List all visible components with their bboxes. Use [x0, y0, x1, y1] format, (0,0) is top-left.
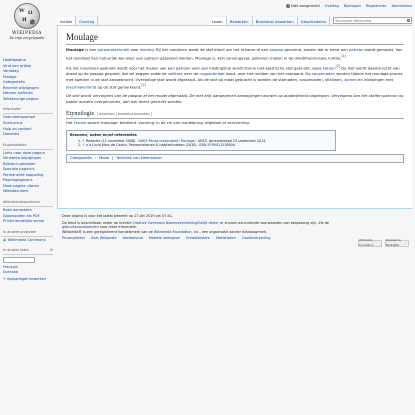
footer-mobile-link[interactable]: Mobiele weergave	[148, 236, 180, 241]
footer	[62, 214, 409, 247]
tab-read[interactable]: Lezen	[209, 16, 227, 25]
terms-link[interactable]: gebruiksvoorwaarden	[62, 225, 99, 230]
sidebar-item-page-info[interactable]: Paginagegevens	[3, 178, 33, 183]
sidebar	[3, 58, 53, 281]
page-tabs	[57, 16, 412, 25]
sidebar-item-main-page[interactable]: Hoofdpagina	[3, 58, 26, 62]
references-list	[70, 139, 332, 148]
languages-header: In andere talen ⚙	[3, 248, 53, 255]
footer-developers-link[interactable]: Ontwikkelaars	[185, 236, 210, 241]
ref-backlink[interactable]: ↑	[82, 138, 85, 143]
categories-label[interactable]: Categorieën	[70, 155, 92, 160]
footer-places	[62, 236, 409, 241]
tab-edit-source[interactable]: Brontekst bewerken	[253, 16, 298, 25]
search-icon[interactable]	[407, 19, 410, 22]
gear-icon[interactable]: ⚙	[49, 248, 53, 253]
ref-backlink[interactable]: ↑ a b	[82, 143, 92, 148]
sidebar-item-recent-changes[interactable]: Recente wijzigingen	[3, 85, 39, 90]
create-account-link[interactable]: Registreren	[365, 4, 387, 8]
sidebar-item-donations[interactable]: Donaties	[3, 132, 19, 137]
wikimedia-badge[interactable]: Wikimedia Foundation	[358, 240, 382, 247]
link-kleding[interactable]: kleding	[139, 48, 154, 52]
sidebar-item-wikidata-item[interactable]: Wikidata-item	[3, 189, 29, 194]
section-heading-etymology: Etymologie [ bewerken | brontekst bewerken ]	[66, 110, 404, 119]
sidebar-item-showcase[interactable]: Etalage	[3, 74, 17, 79]
footer-about-link[interactable]: Over Wikipedia	[90, 236, 117, 241]
wikipedia-logo[interactable]	[3, 3, 51, 51]
sidebar-item-user-portal[interactable]: Gebruikersportaal	[3, 115, 36, 120]
references-heading: Bronnen, noten en/of referenties	[70, 133, 137, 138]
article-content	[57, 25, 412, 209]
page-title: Moulage	[66, 32, 404, 45]
link-ontwerptechniek[interactable]: ontwerptechniek	[97, 48, 130, 52]
mediawiki-badge[interactable]: Powered by MediaWiki	[385, 240, 409, 247]
etymology-paragraph: Het Franse woord 'moulage' betekent 'vorming' in de zin van modelering, afgietsel of vervorming.	[66, 120, 250, 125]
category-links: Categorieën : Mode | Techniek van kleermaken	[66, 154, 404, 164]
link-paspop[interactable]: paspop	[269, 48, 284, 52]
ref-link[interactable]: [2]	[141, 83, 146, 88]
link-franse[interactable]: Franse	[73, 120, 87, 125]
paragraph-3: De stof wordt vervolgens van de paspop af het model afgehaald. De met krijt aangegeven aanwijzingen worden op duidelijkheid nagelopen. Vervolgens kan het stoffen patroon op papier worden overgenomen, dan wel direct gebruikt worden.	[66, 94, 404, 104]
link-katoen[interactable]: katoen	[322, 66, 336, 71]
ref-link[interactable]: [2]	[335, 64, 341, 69]
sidebar-item-printable-version[interactable]: Printvriendelijke versie	[3, 219, 45, 224]
link-coupenaden[interactable]: coupenaden	[311, 72, 335, 77]
sidebar-item-what-links-here[interactable]: Links naar deze pagina	[3, 150, 45, 155]
info-header: Informatie	[3, 107, 53, 114]
globe-icon: W Ω И 維	[14, 3, 40, 29]
link-kleermakerskrijt[interactable]: kleermakerskrijt	[66, 85, 97, 90]
commons-icon: ◉	[3, 237, 7, 242]
search-input[interactable]: Doorzoek Wikipedia	[333, 17, 412, 24]
sidebar-item-permanent-link[interactable]: Permanente koppeling	[3, 172, 44, 177]
sidebar-item-create-book[interactable]: Boek aanmaken	[3, 208, 32, 213]
tabs-spacer	[98, 16, 209, 25]
paragraph-2: Als het moulieren gebruikt wordt voor het maken van een patroon voor een kledingstuk wordt dunne niet-elastische stof gebruikt, zoals katoen[2] De stof wordt daarbij recht van draad op de paspop gespeld, dat wil zeggen zodat de selfkant over de rugpandnaad loopt, over het midden van het voorpand. De coupenaden worden tijdens het moulage-proces met spelden in de stof aangebracht. Overtollige stof wordt afgeknipt. Als de stof op maat gebracht is worden de stofnaden, coupenaden, stiklijnen, zomen en inkepingen met kleermakerskrijt op de stof gemarkeerd.[2]	[66, 64, 403, 90]
sidebar-item-special-pages[interactable]: Speciale pagina's	[3, 167, 35, 172]
sidebar-item-find-article[interactable]: Vind een artikel	[3, 63, 32, 68]
sidebar-item-related-changes[interactable]: Verwante wijzigingen	[3, 156, 42, 161]
sidebar-item-lang-swedish[interactable]: Svenska	[3, 270, 18, 275]
sidebar-item-cite-page[interactable]: Deze pagina citeren	[3, 183, 40, 188]
license-info: De tekst is beschikbaar onder de licentie Creative Commons Naamsvermelding/Gelijk delen, er kunnen aanvullende voorwaarden van toepassing zijn. Zie de gebruiksvoorwaarden voor meer informatie. Wikipedia® is een geregistreerd handelsmerk van de Wikimedia Foundation, Inc., een organisatie zonder winstoogmerk.	[62, 220, 329, 234]
nav-section	[3, 58, 53, 102]
logo-title: WIKIPEDIA	[12, 31, 42, 36]
link-rugpandnaad[interactable]: rugpandnaad	[199, 72, 225, 77]
sidebar-item-lang-french[interactable]: Français	[3, 264, 18, 269]
footer-badges	[358, 240, 409, 247]
references-box	[66, 130, 336, 151]
edit-interlanguage-links[interactable]: ✎ Koppelingen bewerken	[3, 276, 46, 281]
sidebar-item-upload-file[interactable]: Bestand uploaden	[3, 161, 36, 166]
print-header: Afdrukken/exporteren	[3, 200, 53, 207]
sidebar-item-download-pdf[interactable]: Downloaden als PDF	[3, 213, 40, 218]
personal-tools	[286, 4, 412, 8]
footer-cookie-link[interactable]: Cookieverklaring	[241, 236, 271, 241]
ref-link[interactable]: [1]	[341, 53, 346, 58]
sidebar-item-today[interactable]: Vandaag	[3, 69, 19, 74]
login-link[interactable]: Aanmelden	[391, 4, 412, 8]
license-link[interactable]: Creative Commons Naamsvermelding/Gelijk delen	[132, 220, 218, 225]
not-logged-in: Niet aangemeld	[286, 4, 320, 8]
paragraph-1: Moulage is een ontwerptechniek voor kleding. Bij het mouleren wordt de stof direct om het lichaam of een paspop gevormd, zonder dat er eerst een patroon wordt gemaakt. Van het resultaat kan natuurlijk wel weer een patroon getekend worden. Moulage is, kort samengevat, patronen maken in de driedimensionale ruimte.[1]	[66, 48, 403, 60]
footer-privacy-link[interactable]: Privacybeleid	[62, 236, 85, 241]
edit-section-link[interactable]: [ bewerken | brontekst bewerken ]	[97, 111, 152, 116]
sidebar-item-commons[interactable]: ◉ Wikimedia Commons	[3, 237, 46, 242]
logo-subtitle: De vrije encyclopedie	[9, 36, 45, 40]
last-edit-info: Deze pagina is voor het laatst bewerkt op 17 okt 2019 om 07:41.	[62, 214, 173, 218]
link-selfkant[interactable]: selfkant	[167, 72, 183, 77]
link-zomen[interactable]: zomen	[344, 77, 357, 82]
tab-talk[interactable]: Overleg	[76, 16, 98, 25]
tab-edit[interactable]: Bewerken	[227, 16, 253, 25]
tab-article[interactable]: Artikel	[57, 16, 76, 25]
sidebar-item-random-page[interactable]: Willekeurige pagina	[3, 96, 39, 101]
footer-disclaimer-link[interactable]: Voorbehoud	[122, 236, 143, 241]
ref-isbn-link[interactable]: ISBN 9789021538606	[198, 143, 235, 148]
reference-item: 2. ↑ a b Lucia Mors de Castro, Patroontekenen & naaitechnieken (2010). ISBN 9789021538606.	[78, 143, 236, 148]
talk-link[interactable]: Overleg	[324, 4, 339, 8]
category-mode[interactable]: Mode	[99, 155, 110, 160]
sidebar-item-quick-course[interactable]: Snelcursus	[3, 120, 23, 125]
ref-external-link[interactable]: 'AHEZ Penza presenteert: Moulage'	[137, 138, 196, 143]
sidebar-item-help[interactable]: Hulp en contact	[3, 126, 32, 131]
projects-header: In andere projecten	[3, 230, 53, 237]
reference-item: 1. ↑ Redactie (11 november 2008). 'AHEZ Penza presenteert: Moulage'. AHEZ, geraadpleegd 23 september 2014.	[78, 138, 267, 143]
tools-header: Hulpmiddelen	[3, 143, 53, 150]
sidebar-item-categories[interactable]: Categorieën	[3, 80, 25, 85]
user-icon	[286, 4, 290, 8]
pencil-icon: ✎	[3, 276, 6, 281]
language-search-input[interactable]	[3, 257, 35, 263]
tab-history[interactable]: Geschiedenis	[298, 16, 330, 25]
footer-stats-link[interactable]: Statistieken	[215, 236, 236, 241]
contributions-link[interactable]: Bijdragen	[343, 4, 361, 8]
sidebar-item-new-articles[interactable]: Nieuwe artikelen	[3, 91, 34, 96]
wmf-link[interactable]: Wikimedia Foundation, Inc.	[153, 229, 200, 234]
category-techniek[interactable]: Techniek van kleermaken	[116, 155, 162, 160]
link-patroon[interactable]: patroon	[348, 48, 364, 52]
